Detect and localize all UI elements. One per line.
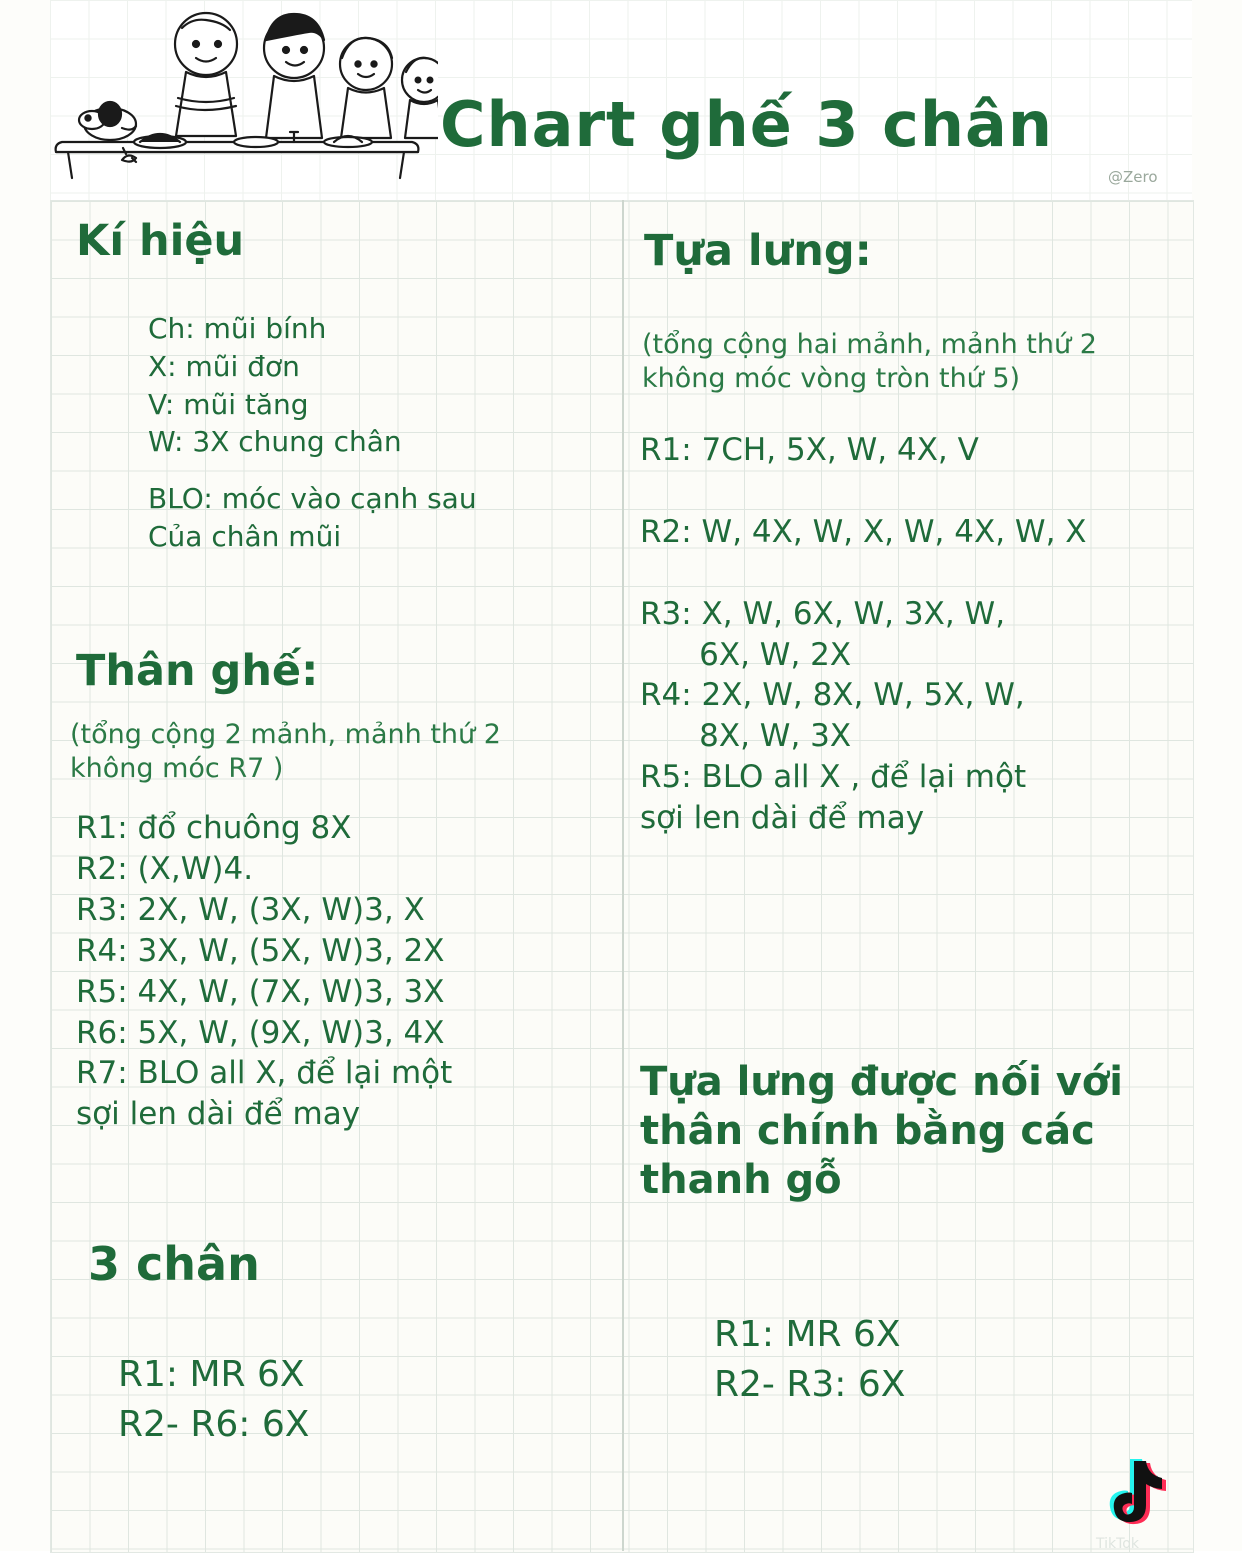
symbols-extra-list (148, 480, 477, 556)
row-instruction: R2: (X,W)4. (76, 850, 254, 887)
list-item: W: 3X chung chân (148, 425, 402, 459)
row-instruction: R3: 2X, W, (3X, W)3, X (76, 891, 425, 928)
credit-watermark: @Zero (1108, 168, 1158, 186)
list-item: BLO: móc vào cạnh sau (148, 482, 477, 515)
page-title: Chart ghế 3 chân (440, 88, 1054, 161)
row-instruction: R5: BLO all X , để lại một (640, 759, 1027, 796)
tiktok-faint-text: TikTok (1096, 1536, 1139, 1552)
column-divider (622, 200, 624, 1551)
row-instruction: R2: W, 4X, W, X, W, 4X, W, X (640, 513, 1087, 550)
row-instruction: R5: 4X, W, (7X, W)3, 3X (76, 973, 445, 1010)
row-instruction: sợi len dài để may (76, 1096, 361, 1133)
row-instruction: R2- R6: 6X (118, 1404, 310, 1446)
row-instruction: 8X, W, 3X (640, 718, 852, 755)
body-note (70, 718, 501, 786)
legs-rows (118, 1350, 309, 1451)
backrest-rows (640, 430, 1087, 839)
page-header (0, 0, 1242, 200)
row-instruction: R1: MR 6X (714, 1314, 901, 1355)
list-item: Ch: mũi bính (148, 312, 327, 345)
list-item: V: mũi tăng (148, 387, 309, 421)
row-instruction: R6: 5X, W, (9X, W)3, 4X (76, 1014, 445, 1051)
row-instruction: R2- R3: 6X (714, 1364, 906, 1406)
note-line: (tổng cộng 2 mảnh, mảnh thứ 2 (70, 719, 501, 750)
row-instruction: R1: MR 6X (118, 1354, 305, 1395)
row-instruction: sợi len dài để may (640, 800, 925, 837)
body-heading: Thân ghế: (76, 646, 319, 696)
join-note (640, 1058, 1123, 1204)
row-instruction: R7: BLO all X, để lại một (76, 1055, 453, 1092)
note-line: Tựa lưng được nối với (640, 1059, 1123, 1105)
symbols-heading: Kí hiệu (76, 216, 245, 266)
row-spacer (640, 471, 1087, 512)
peanuts-characters-illustration (48, 2, 438, 192)
row-instruction: R4: 3X, W, (5X, W)3, 2X (76, 932, 445, 969)
row-instruction: R4: 2X, W, 8X, W, 5X, W, (640, 677, 1025, 714)
note-line: không móc R7 ) (70, 752, 284, 784)
backrest-heading: Tựa lưng: (644, 226, 872, 276)
list-item: Của chân mũi (148, 519, 342, 553)
row-instruction: 6X, W, 2X (640, 636, 852, 673)
row-instruction: R3: X, W, 6X, W, 3X, W, (640, 595, 1006, 632)
body-rows (76, 808, 452, 1135)
symbols-list (148, 310, 402, 461)
join-rows (714, 1310, 905, 1411)
note-line: (tổng cộng hai mảnh, mảnh thứ 2 (642, 329, 1097, 360)
list-item: X: mũi đơn (148, 349, 300, 383)
legs-heading: 3 chân (88, 1237, 260, 1291)
note-line: thanh gỗ (640, 1156, 842, 1203)
tiktok-logo (1100, 1455, 1174, 1537)
note-line: không móc vòng tròn thứ 5) (642, 362, 1021, 394)
row-instruction: R1: đổ chuông 8X (76, 810, 352, 846)
backrest-note (642, 328, 1097, 396)
note-line: thân chính bằng các (640, 1107, 1095, 1154)
row-instruction: R1: 7CH, 5X, W, 4X, V (640, 432, 979, 468)
row-spacer (640, 553, 1087, 594)
